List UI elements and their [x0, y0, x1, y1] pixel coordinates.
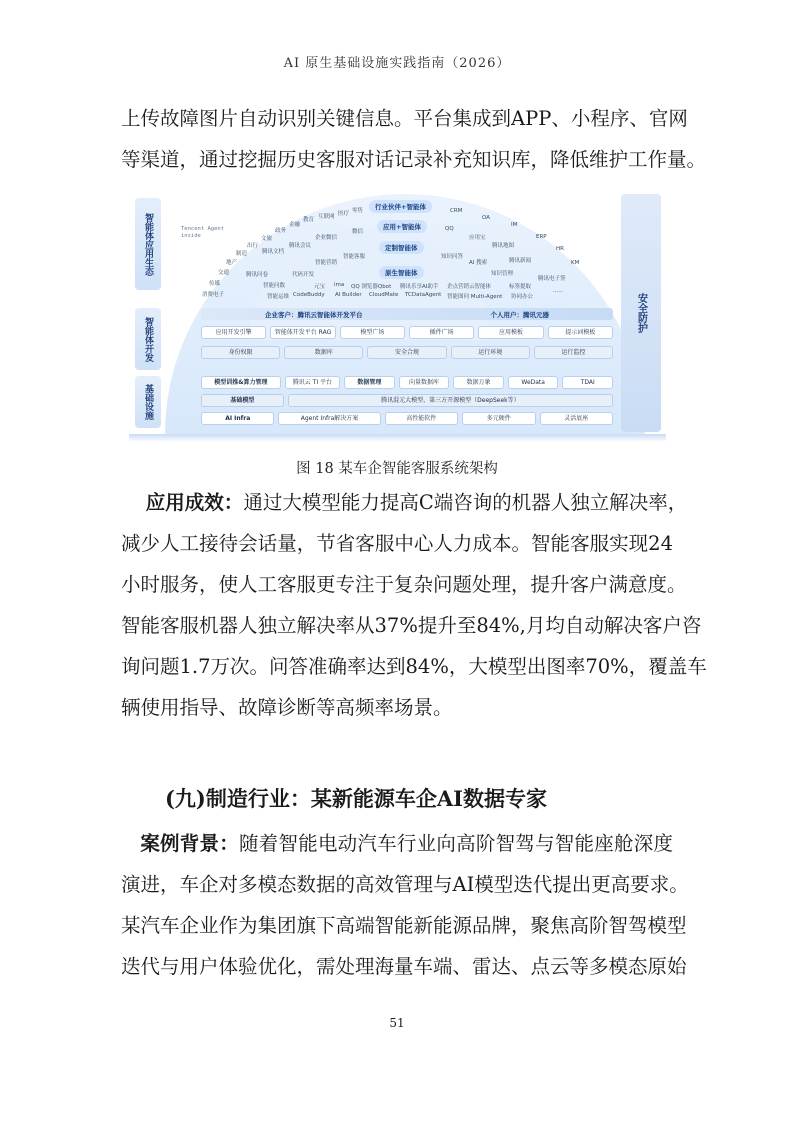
dev-row-1	[201, 326, 613, 339]
dev-box: 提示词模板	[548, 326, 613, 339]
dev-box: 身份权限	[201, 346, 280, 359]
infra-box: 腾讯云 TI 平台	[285, 376, 340, 389]
tag-retail: 零售	[352, 208, 364, 214]
intro-line-1: 上传故障图片自动识别关键信息。平台集成到APP、小程序、官网	[121, 107, 688, 130]
tag-medical: 医疗	[338, 211, 350, 217]
results-text-1: 通过大模型能力提高C端咨询的机器人独立解决率，	[243, 491, 688, 514]
tag-oa: OA	[482, 215, 490, 221]
intro-line-2: 等渠道，通过挖掘历史客服对话记录补充知识库，降低维护工作量。	[121, 148, 707, 171]
tag-tencent-news: 腾讯新闻	[509, 258, 532, 264]
tag-smart-service: 智能客服	[343, 254, 366, 260]
tag-multi-agent: 智能图问 Multi-Agent	[447, 294, 503, 300]
tag-crm: CRM	[450, 208, 463, 214]
tag-erp: ERP	[536, 234, 547, 240]
background-line-2: 演进，车企对多模态数据的高效管理与AI模型迭代提出更高要求。	[121, 873, 689, 896]
results-paragraph	[121, 482, 707, 728]
tag-tencent-meeting: 腾讯会议	[289, 243, 312, 249]
pill-app-agent: 应用+智能体	[377, 220, 427, 233]
tag-transport: 交通	[218, 270, 230, 276]
tag-education: 教育	[303, 217, 315, 223]
infra-box: AI Infra	[201, 412, 274, 425]
dev-box: 安全合规	[367, 346, 446, 359]
tag-mobility: 出行	[247, 243, 259, 249]
results-line-1	[121, 482, 688, 523]
tag-real-estate: 地产	[226, 260, 238, 266]
architecture-diagram	[129, 190, 666, 442]
tag-tcdataagent: TCDataAgent	[405, 292, 442, 298]
tag-government: 政务	[275, 228, 287, 234]
side-label-ecosystem: 智能体应用生态	[135, 198, 161, 290]
agent-inside-note: Tencent Agent inside	[181, 226, 225, 239]
pill-native-agent: 原生智能体	[379, 266, 424, 279]
dev-box: 数据库	[284, 346, 363, 359]
side-label-dev: 智能体开发	[135, 308, 161, 370]
background-paragraph	[121, 823, 689, 987]
results-line-3: 小时服务，使人工客服更专注于复杂问题处理，提升客户满意度。	[121, 573, 687, 596]
results-line-6: 辆使用指导、故障诊断等高频率场景。	[121, 696, 453, 719]
background-text-1: 随着智能电动汽车行业向高阶智驾与智能座舱深度	[239, 832, 673, 855]
background-label: 案例背景：	[140, 832, 239, 855]
tag-internet: 互联网	[318, 214, 335, 220]
tag-media: 传媒	[209, 281, 221, 287]
infra-box: 高性能软件	[385, 412, 458, 425]
tag-yuanbao: 元宝	[314, 284, 326, 290]
page-number: 51	[389, 1016, 405, 1030]
figure-caption: 图 18 某车企智能客服系统架构	[296, 461, 498, 477]
security-label: 安全防护	[621, 194, 661, 432]
tag-finance: 金融	[289, 222, 301, 228]
tag-esign: 腾讯电子签	[538, 276, 566, 282]
dev-box: 模型广场	[340, 326, 405, 339]
tag-smart-ops: 智能运维	[267, 294, 290, 300]
tag-label-extract: 标签提取	[509, 284, 532, 290]
dev-platform-bar	[201, 308, 613, 320]
tag-code-dev: 代码开发	[292, 272, 315, 278]
tag-wechat: 微信	[352, 229, 364, 235]
dev-box: 插件广场	[409, 326, 474, 339]
infra-row-2	[201, 394, 613, 407]
tag-cloudmate: CloudMate	[369, 292, 399, 298]
pill-partner-agent: 行业伙伴+智能体	[369, 200, 432, 213]
tag-manufacturing: 制造	[236, 251, 248, 257]
tag-codebuddy: CodeBuddy	[293, 292, 325, 298]
infra-box: 基础模型	[201, 394, 284, 407]
tag-knowledge-mgmt: 知识管理	[491, 271, 514, 277]
results-line-2: 减少人工接待会话量，节省客服中心人力成本。智能客服实现24	[121, 532, 673, 555]
infra-row-3	[201, 412, 613, 425]
dev-box: 运行环境	[451, 346, 530, 359]
dev-box: 智能体开发平台 RAG	[270, 326, 335, 339]
dev-box: 应用模板	[478, 326, 543, 339]
infra-box: 腾讯混元大模型、第三方开源模型（DeepSeek等）	[288, 394, 613, 407]
pill-custom-agent: 定制智能体	[379, 241, 424, 254]
infra-box: 多元硬件	[462, 412, 535, 425]
results-line-5: 询问题1.7万次。问答准确率达到84%，大模型出图率70%，覆盖车	[121, 655, 707, 678]
results-line-4: 智能客服机器人独立解决率从37%提升至84%,月均自动解决客户咨	[121, 614, 702, 637]
tag-wecom: 企业微信	[315, 235, 338, 241]
tag-tencent-survey: 腾讯问卷	[246, 272, 269, 278]
infra-row-1	[201, 376, 613, 389]
diagram-base-shadow	[129, 434, 666, 442]
background-line-4: 迭代与用户体验优化，需处理海量车端、雷达、点云等多模态原始	[121, 955, 687, 978]
infra-box: 数据管理	[344, 376, 395, 389]
dev-box: 应用开发引擎	[201, 326, 266, 339]
background-line-1	[121, 823, 673, 864]
tag-km: KM	[571, 260, 580, 266]
side-label-infra: 基础设施	[135, 376, 161, 428]
section-heading: (九)制造行业：某新能源车企AI数据专家	[165, 786, 547, 811]
tag-tencent-docs: 腾讯文档	[262, 249, 285, 255]
tag-qidian: 企点营销云智能体	[447, 284, 492, 290]
tag-qq: QQ	[445, 226, 454, 232]
infra-box: 数据万象	[453, 376, 504, 389]
tag-smart-marketing: 智能营销	[315, 260, 338, 266]
tag-im: IM	[511, 222, 518, 228]
infra-box: 向量数据库	[399, 376, 450, 389]
intro-paragraph	[121, 98, 707, 180]
tag-culture-travel: 文旅	[261, 236, 273, 242]
dev-row-2	[201, 346, 613, 359]
tag-ellipsis: ......	[553, 288, 564, 294]
tag-qq-browser: QQ 浏览器Qbot	[351, 284, 392, 290]
infra-box: WeData	[508, 376, 559, 389]
running-header: AI 原生基础设施实践指南（2026）	[283, 56, 511, 71]
tag-smart-query: 智能问数	[263, 283, 286, 289]
tag-ima: ima	[334, 282, 345, 288]
tag-ai-builder: AI Builder	[335, 292, 362, 298]
tag-lexiang: 腾讯乐享AI助手	[400, 284, 439, 290]
tag-knowledge-qa: 知识问答	[441, 254, 464, 260]
tag-hr: HR	[556, 246, 564, 252]
tag-ai-search: AI 搜索	[469, 260, 488, 266]
infra-box: 模型训推&算力管理	[201, 376, 281, 389]
background-line-3: 某汽车企业作为集团旗下高端智能新能源品牌，聚焦高阶智驾模型	[121, 914, 687, 937]
infra-box: TDAI	[562, 376, 613, 389]
tag-app-store: 应用宝	[469, 235, 486, 241]
infra-box: Agent Infra解决方案	[278, 412, 380, 425]
tag-consumer-electronics: 消费电子	[202, 292, 225, 298]
dev-box: 运行监控	[534, 346, 613, 359]
enterprise-platform-label: 企业客户：腾讯云智能体开发平台	[265, 310, 363, 319]
tag-collab-office: 协同办公	[511, 294, 534, 300]
results-label: 应用成效：	[145, 491, 244, 514]
infra-box: 灵活底座	[540, 412, 613, 425]
tag-tencent-map: 腾讯地图	[492, 243, 515, 249]
personal-platform-label: 个人用户：腾讯元器	[490, 310, 549, 319]
